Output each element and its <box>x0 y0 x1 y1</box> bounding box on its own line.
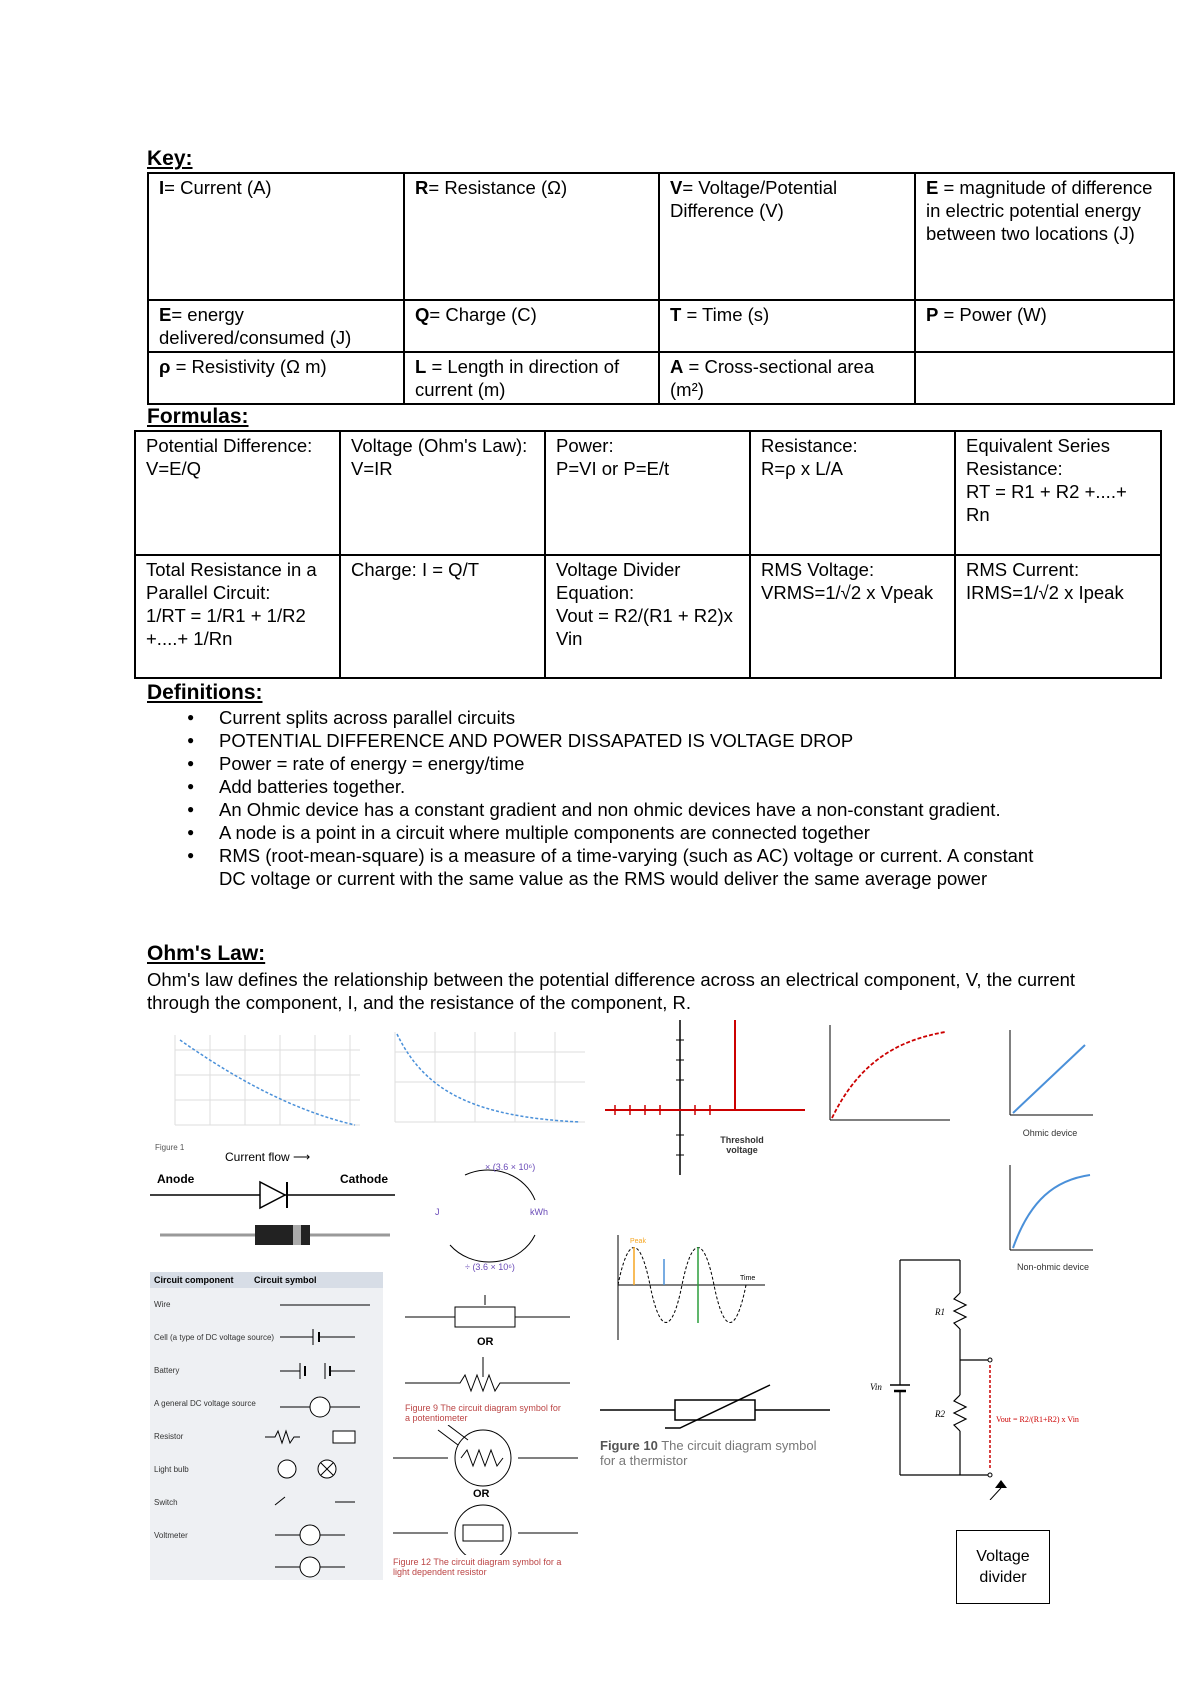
symbol-row: A general DC voltage source <box>154 1399 256 1408</box>
svg-text:R1: R1 <box>935 1307 945 1317</box>
key-cell: E= energy delivered/consumed (J) <box>148 300 404 352</box>
or-label-2: OR <box>473 1488 490 1500</box>
key-cell: R= Resistance (Ω) <box>404 173 659 300</box>
fig10-caption: Figure 10 The circuit diagram symbol for a thermistor <box>600 1438 817 1468</box>
list-item: ● A node is a point in a circuit where multiple components are connected together <box>175 821 1035 844</box>
current-decay-graph <box>375 1022 590 1137</box>
svg-text:× (3.6 × 10⁶): × (3.6 × 10⁶) <box>485 1162 536 1172</box>
definitions-heading: Definitions: <box>147 681 263 704</box>
voltage-divider-circuit <box>860 1255 1095 1500</box>
ac-waveform <box>600 1225 770 1345</box>
formulas-table <box>134 430 1162 679</box>
key-cell <box>915 352 1174 404</box>
svg-text:÷ (3.6 × 10⁶): ÷ (3.6 × 10⁶) <box>465 1262 515 1272</box>
svg-text:R2: R2 <box>935 1409 945 1419</box>
resistance-temperature-graph <box>150 1025 370 1145</box>
conversion-diagram <box>425 1160 555 1275</box>
threshold-voltage-graph <box>600 1015 810 1180</box>
or-label: OR <box>477 1336 494 1348</box>
fig12-caption: Figure 12 The circuit diagram symbol for a light dependent resistor <box>393 1557 562 1577</box>
diode-symbol <box>150 1180 395 1255</box>
circuit-symbol-icons <box>255 1295 380 1580</box>
formula-cell: Equivalent Series Resistance: RT = R1 + R2 +....+ Rn <box>955 431 1161 555</box>
formula-cell: Power: P=VI or P=E/t <box>545 431 750 555</box>
thermistor-symbol <box>600 1380 830 1430</box>
formula-cell: RMS Current: IRMS=1/√2 x Ipeak <box>955 555 1161 678</box>
key-cell: I= Current (A) <box>148 173 404 300</box>
svg-text:Vin: Vin <box>870 1382 882 1392</box>
non-ohmic-graph <box>1005 1160 1095 1255</box>
ohmic-graph <box>1005 1025 1095 1120</box>
svg-text:kWh: kWh <box>530 1207 548 1217</box>
peak-label: Peak <box>630 1238 646 1245</box>
symbols-header-component: Circuit component <box>154 1275 234 1285</box>
svg-text:J: J <box>435 1207 440 1217</box>
ohmic-label: Ohmic device <box>1022 1128 1078 1138</box>
formula-cell: Total Resistance in a Parallel Circuit: 1/RT = 1/R1 + 1/R2 +....+ 1/Rn <box>135 555 340 678</box>
list-item: ● POTENTIAL DIFFERENCE AND POWER DISSAPATED IS VOLTAGE DROP <box>175 729 1035 752</box>
cathode-label: Cathode <box>340 1172 388 1186</box>
key-cell: L = Length in direction of current (m) <box>404 352 659 404</box>
formula-cell: Resistance: R=ρ x L/A <box>750 431 955 555</box>
formula-cell: RMS Voltage: VRMS=1/√2 x Vpeak <box>750 555 955 678</box>
symbol-row: Light bulb <box>154 1465 189 1474</box>
list-item: ● Add batteries together. <box>175 775 1035 798</box>
key-table <box>147 172 1175 405</box>
formula-cell: Charge: I = Q/T <box>340 555 545 678</box>
ldr-symbol <box>393 1425 578 1555</box>
list-item: ● RMS (root-mean-square) is a measure of a time-varying (such as AC) voltage or current. A constant DC voltage or current with the same value as the RMS would deliver the same average power <box>175 844 1035 890</box>
symbol-row: Voltmeter <box>154 1531 188 1540</box>
vout-formula: Vout = R2/(R1+R2) x Vin <box>996 1415 1079 1424</box>
temperature-iv-graph <box>820 1020 955 1130</box>
time-label: Time <box>740 1275 756 1282</box>
symbol-row: Cell (a type of DC voltage source) <box>154 1333 275 1342</box>
current-flow-label: Current flow ⟶ <box>225 1150 311 1164</box>
formulas-heading: Formulas: <box>147 405 249 428</box>
key-cell: V= Voltage/Potential Difference (V) <box>659 173 915 300</box>
formula-cell: Potential Difference: V=E/Q <box>135 431 340 555</box>
fig9-caption: Figure 9 The circuit diagram symbol for a potentiometer <box>405 1403 561 1423</box>
threshold-label: Threshold voltage <box>720 1135 764 1155</box>
list-item: ● Power = rate of energy = energy/time <box>175 752 1035 775</box>
ohms-law-text: Ohm's law defines the relationship between the potential difference across an electrical component, V, the current through the component, I, and the resistance of the component, R. <box>147 969 1076 1013</box>
key-cell: A = Cross-sectional area (m²) <box>659 352 915 404</box>
ohms-law-heading: Ohm's Law: <box>147 942 266 965</box>
key-cell: P = Power (W) <box>915 300 1174 352</box>
symbol-row: Resistor <box>154 1432 184 1441</box>
key-cell: Q= Charge (C) <box>404 300 659 352</box>
potentiometer-symbol <box>405 1295 570 1405</box>
symbol-row: Switch <box>154 1498 178 1507</box>
voltage-divider-label: Voltage divider <box>956 1530 1050 1604</box>
list-item: ● Current splits across parallel circuits <box>175 706 1035 729</box>
key-cell: T = Time (s) <box>659 300 915 352</box>
formula-cell: Voltage (Ohm's Law): V=IR <box>340 431 545 555</box>
graph1-caption: Figure 1 <box>155 1143 185 1152</box>
key-heading: Key: <box>147 147 193 170</box>
symbol-row: Battery <box>154 1366 180 1375</box>
definitions-list <box>175 706 1035 890</box>
formula-cell: Voltage Divider Equation: Vout = R2/(R1 + R2)x Vin <box>545 555 750 678</box>
list-item: ● An Ohmic device has a constant gradient and non ohmic devices have a non-constant gradient. <box>175 798 1035 821</box>
symbols-header-symbol: Circuit symbol <box>254 1275 317 1285</box>
key-cell: E = magnitude of difference in electric potential energy between two locations (J) <box>915 173 1174 300</box>
anode-label: Anode <box>157 1172 195 1186</box>
symbol-row: Wire <box>154 1300 171 1309</box>
nonohmic-label: Non-ohmic device <box>1016 1262 1090 1272</box>
key-cell: ρ = Resistivity (Ω m) <box>148 352 404 404</box>
